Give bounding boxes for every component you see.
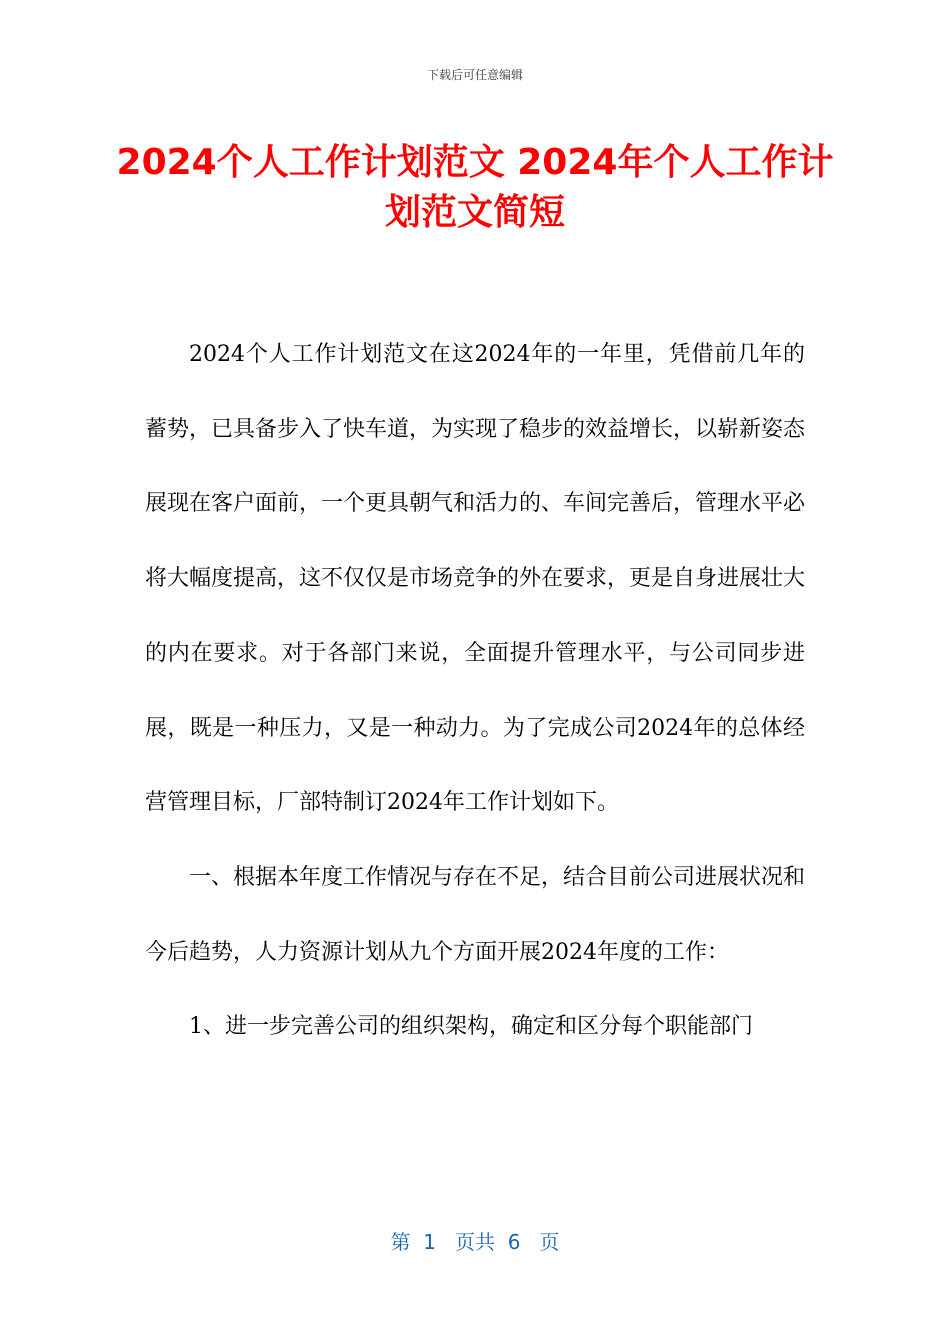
- paragraph-item-one: 1、进一步完善公司的组织架构，确定和区分每个职能部门: [189, 1014, 753, 1040]
- paragraph-section-one: 一、根据本年度工作情况与存在不足，结合目前公司进展状况和今后趋势，人力资源计划从九个方面开展2024年度的工作：: [145, 864, 806, 965]
- paragraph-intro: 2024个人工作计划范文在这2024年的一年里，凭借前几年的蓄势，已具备步入了快车道，为实现了稳步的效益增长，以崭新姿态展现在客户面前，一个更具朝气和活力的、车间完善后，管理水平必将大幅度提高，这不仅仅是市场竞争的外在要求，更是自身进展壮大的内在要求。对于各部门来说，全面提升管理水平，与公司同步进展，既是一种压力，又是一种动力。为了完成公司2024年的总体经营管理目标，厂部特制订2024年工作计划如下。: [145, 342, 806, 816]
- header-note: 下载后可任意编辑: [426, 68, 523, 82]
- document-title: 2024个人工作计划范文 2024年个人工作计划范文简短: [116, 142, 834, 233]
- document-body: [145, 318, 805, 1065]
- page-number-footer: 第 1 页共 6 页: [390, 1230, 560, 1254]
